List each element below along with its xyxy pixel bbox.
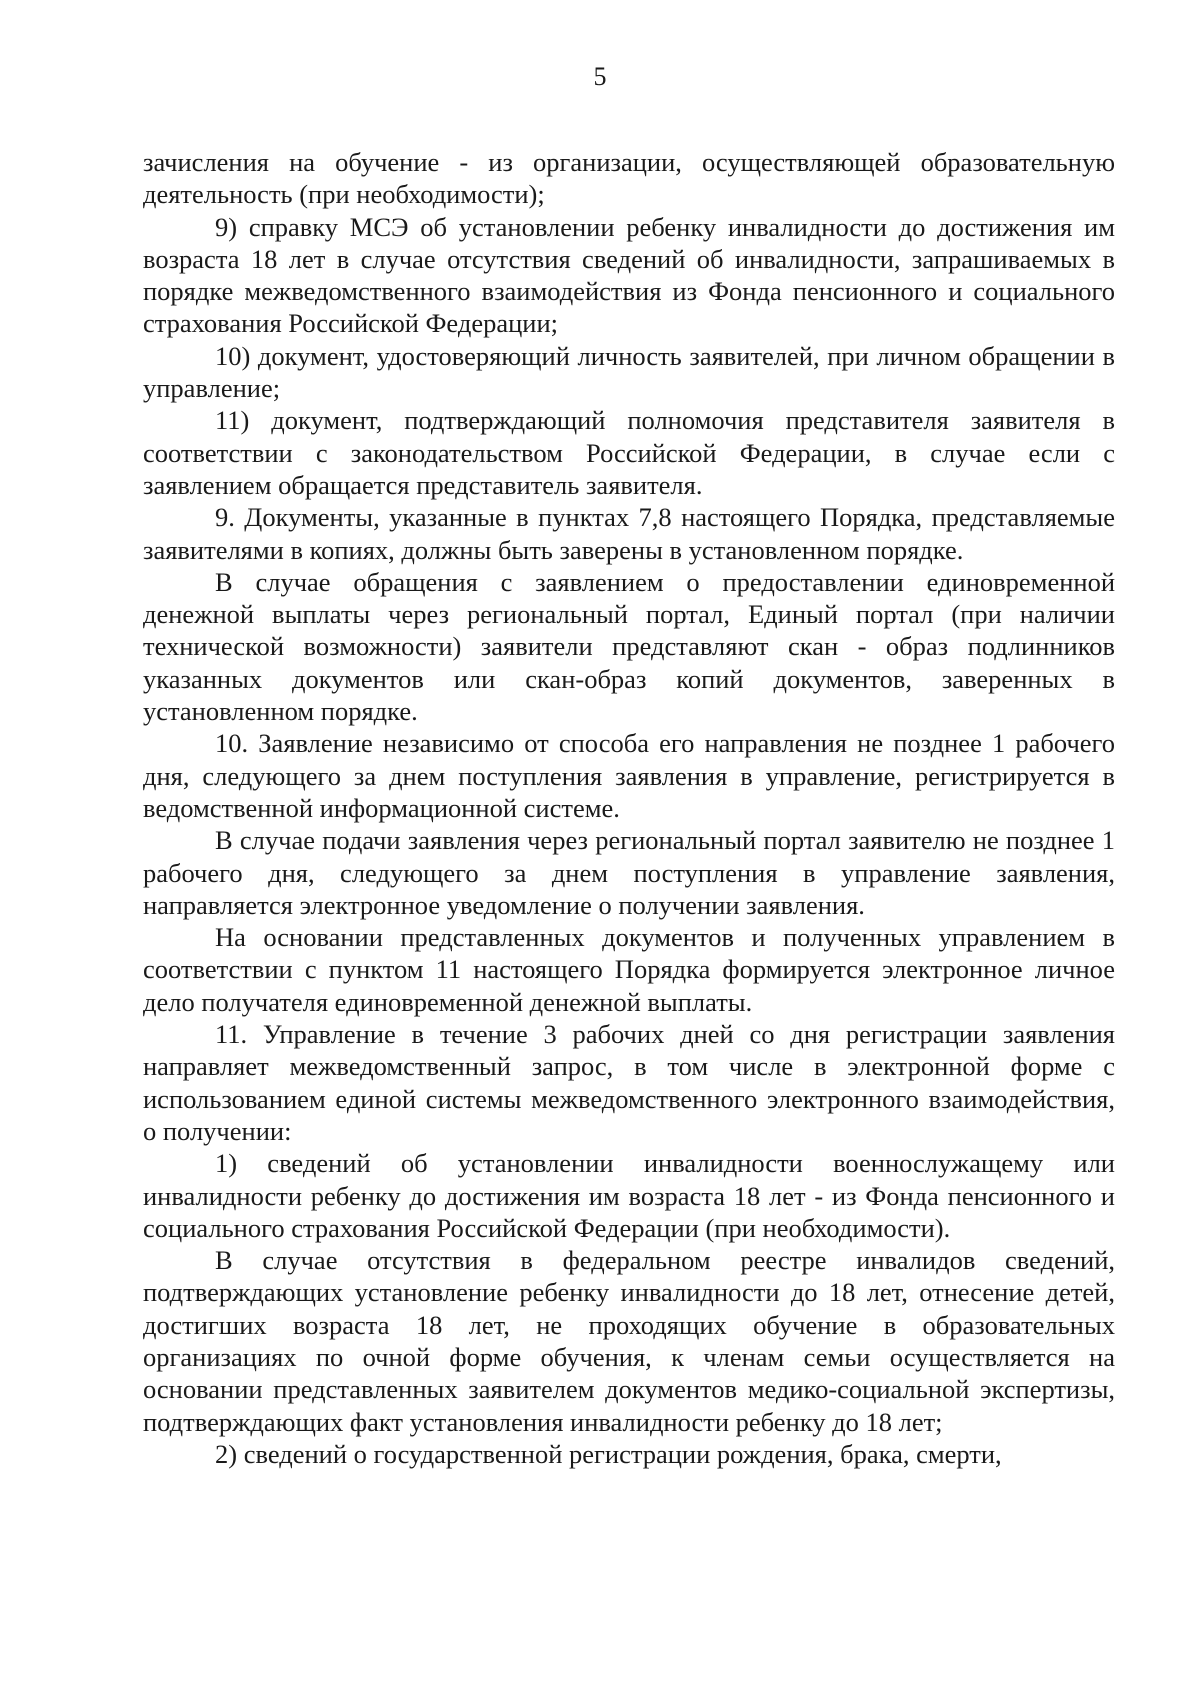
- paragraph: На основании представленных документов и полученных управлением в соответствии с пунктом 11 настоящего Порядка формируется электронное личное дело получателя единовременной денежной выплаты.: [143, 922, 1115, 1017]
- paragraph: 10) документ, удостоверяющий личность заявителей, при личном обращении в управление;: [143, 340, 1115, 404]
- paragraph: зачисления на обучение - из организации, осуществляющей образовательную деятельность (при необходимости);: [143, 147, 1115, 210]
- paragraph: 9) справку МСЭ об установлении ребенку инвалидности до достижения им возраста 18 лет в случае отсутствия сведений об инвалидности, запрашиваемых в порядке межведомственного взаимодействия из Фонда пенсионного и социального страхования Российской Федерации;: [143, 211, 1115, 339]
- paragraph: В случае обращения с заявлением о предоставлении единовременной денежной выплаты через региональный портал, Единый портал (при наличии технической возможности) заявители представляют скан - образ подлинников указанных документов или скан-образ копий документов, заверенных в установленном порядке.: [143, 566, 1115, 727]
- document-body: [143, 146, 1115, 1470]
- paragraph: 1) сведений об установлении инвалидности военнослужащему или инвалидности ребенку до достижения им возраста 18 лет - из Фонда пенсионного и социального страхования Российской Федерации (при необходимости).: [143, 1148, 1115, 1243]
- paragraph: 11) документ, подтверждающий полномочия представителя заявителя в соответствии с законодательством Российской Федерации, в случае если с заявлением обращается представитель заявителя.: [143, 405, 1115, 500]
- paragraph: 2) сведений о государственной регистрации рождения, брака, смерти,: [215, 1438, 1002, 1469]
- paragraph: 11. Управление в течение 3 рабочих дней со дня регистрации заявления направляет межведомственный запрос, в том числе в электронной форме с использованием единой системы межведомственного электронного взаимодействия, о получении:: [143, 1019, 1115, 1146]
- paragraph: В случае подачи заявления через региональный портал заявителю не позднее 1 рабочего дня, следующего за днем поступления в управление заявления, направляется электронное уведомление о получении заявления.: [143, 825, 1115, 920]
- paragraph: 10. Заявление независимо от способа его направления не позднее 1 рабочего дня, следующего за днем поступления заявления в управление, регистрируется в ведомственной информационной системе.: [143, 728, 1115, 823]
- page-number: 5: [593, 62, 607, 91]
- paragraph: 9. Документы, указанные в пунктах 7,8 настоящего Порядка, представляемые заявителями в копиях, должны быть заверены в установленном порядке.: [143, 502, 1115, 565]
- paragraph: В случае отсутствия в федеральном реестре инвалидов сведений, подтверждающих установление ребенку инвалидности до 18 лет, отнесение детей, достигших возраста 18 лет, не проходящих обучение в образовательных организациях по очной форме обучения, к членам семьи осуществляется на основании представленных заявителем документов медико-социальной экспертизы, подтверждающих факт установления инвалидности ребенку до 18 лет;: [143, 1245, 1115, 1437]
